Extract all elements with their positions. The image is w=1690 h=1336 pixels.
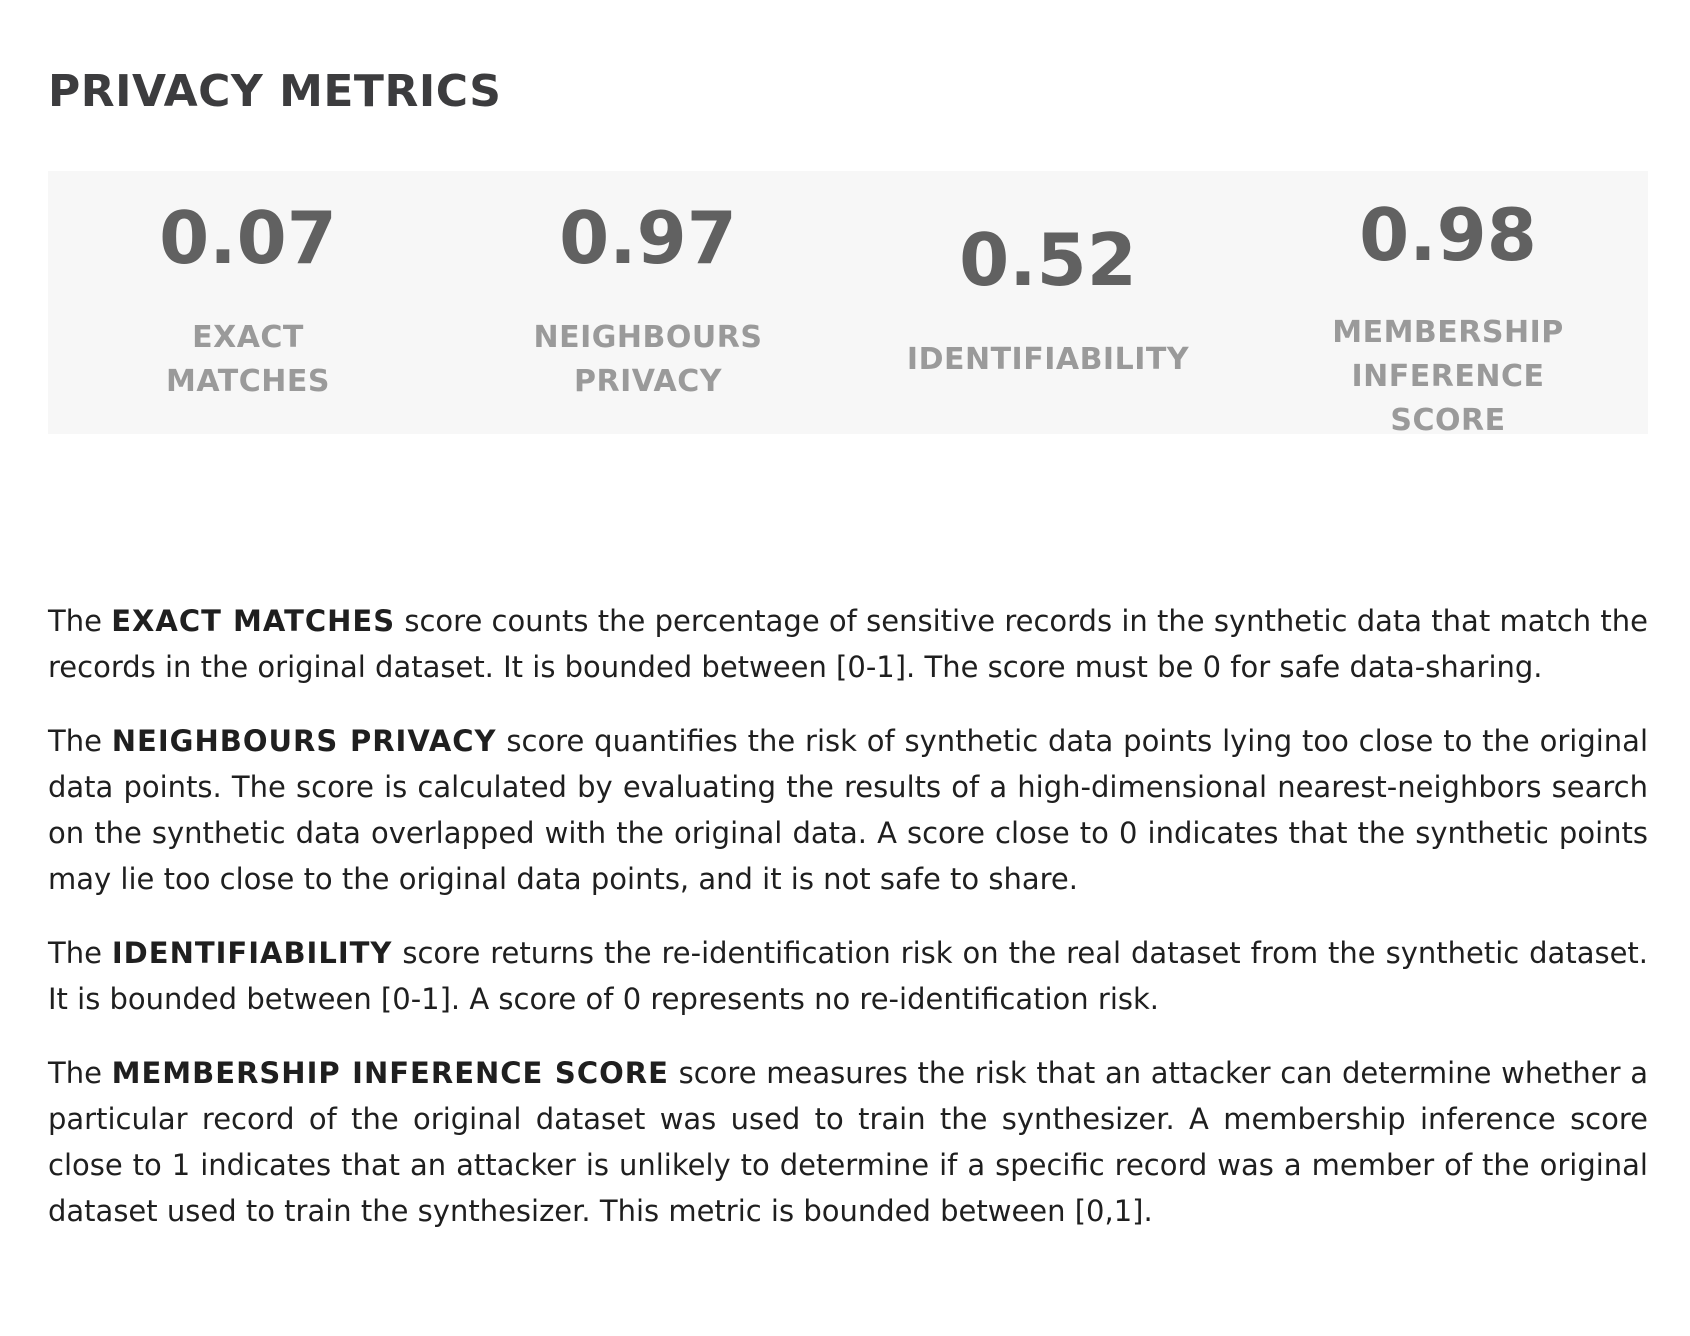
metric-value: 0.97: [559, 195, 737, 280]
metric-label: MEMBERSHIP INFERENCE SCORE: [1332, 315, 1564, 438]
metric-card-neighbours-privacy: [448, 171, 848, 434]
description-text: score returns the re-identification risk on the real dataset from the synthetic dataset. It is bounded between [0-1]. A score of 0 represents no re-identification risk.: [48, 936, 1649, 1016]
metric-value: 0.98: [1359, 193, 1537, 277]
metric-value: 0.07: [159, 195, 337, 280]
metrics-panel: [48, 171, 1648, 438]
metric-card-identifiability: [848, 171, 1248, 434]
metric-label: EXACT MATCHES: [166, 319, 330, 399]
description-exact-matches: [48, 598, 1648, 690]
description-text: score measures the risk that an attacker can determine whether a particular record of the original dataset was used to train the synthesizer. A membership inference score close to 1 indicates that an attacker is unlikely to determine if a specific record was a member of the original dataset used to train the synthesizer. This metric is bounded between [0,1].: [48, 1056, 1649, 1228]
description-prefix: The: [48, 1056, 102, 1090]
metric-descriptions: [48, 598, 1648, 1262]
metric-card-exact-matches: [48, 171, 448, 434]
metric-label: NEIGHBOURS PRIVACY: [533, 319, 763, 399]
description-neighbours-privacy: [48, 718, 1648, 902]
metric-card-membership-inference-score: [1248, 171, 1648, 438]
description-identifiability: [48, 930, 1648, 1022]
description-term: NEIGHBOURS PRIVACY: [111, 724, 497, 758]
description-text: score counts the percentage of sensitive records in the synthetic data that match the records in the original dataset. It is bounded between [0-1]. The score must be 0 for safe data-sharing.: [48, 604, 1649, 684]
description-term: MEMBERSHIP INFERENCE SCORE: [111, 1056, 669, 1090]
metric-label: IDENTIFIABILITY: [906, 341, 1190, 377]
page-title: PRIVACY METRICS: [48, 66, 502, 117]
description-term: EXACT MATCHES: [111, 604, 396, 638]
description-prefix: The: [48, 604, 102, 638]
metric-value: 0.52: [959, 217, 1137, 302]
description-prefix: The: [48, 936, 102, 970]
description-prefix: The: [48, 724, 102, 758]
description-membership-inference-score: [48, 1050, 1648, 1234]
description-term: IDENTIFIABILITY: [111, 936, 393, 970]
description-text: score quantifies the risk of synthetic data points lying too close to the original data points. The score is calculated by evaluating the results of a high-dimensional nearest-neighbors search on the synthetic data overlapped with the original data. A score close to 0 indicates that the synthetic points may lie too close to the original data points, and it is not safe to share.: [48, 724, 1648, 896]
